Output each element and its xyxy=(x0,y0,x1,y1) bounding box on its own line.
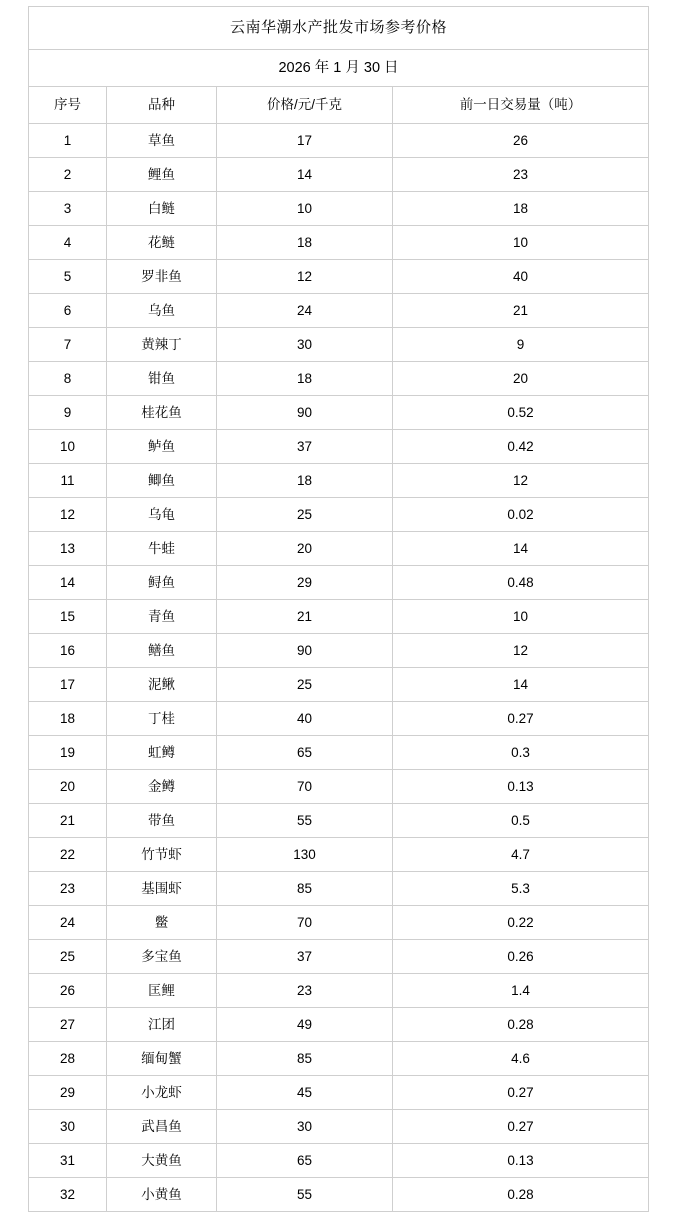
cell-volume: 21 xyxy=(393,294,649,328)
cell-volume: 0.27 xyxy=(393,1076,649,1110)
cell-price: 21 xyxy=(217,600,393,634)
cell-volume: 10 xyxy=(393,600,649,634)
table-row xyxy=(29,1076,649,1110)
table-body xyxy=(29,7,649,1212)
cell-name: 丁桂 xyxy=(107,702,217,736)
cell-no: 15 xyxy=(29,600,107,634)
cell-name: 金鳟 xyxy=(107,770,217,804)
column-header-no: 序号 xyxy=(29,87,107,124)
cell-volume: 14 xyxy=(393,532,649,566)
table-row xyxy=(29,872,649,906)
cell-price: 24 xyxy=(217,294,393,328)
price-table xyxy=(28,6,649,1212)
table-row xyxy=(29,260,649,294)
cell-no: 5 xyxy=(29,260,107,294)
cell-volume: 0.13 xyxy=(393,1144,649,1178)
document-date: 2026 年 1 月 30 日 xyxy=(29,50,649,87)
cell-volume: 10 xyxy=(393,226,649,260)
cell-price: 70 xyxy=(217,906,393,940)
cell-price: 85 xyxy=(217,1042,393,1076)
cell-name: 竹节虾 xyxy=(107,838,217,872)
cell-price: 37 xyxy=(217,940,393,974)
cell-price: 10 xyxy=(217,192,393,226)
table-row xyxy=(29,192,649,226)
cell-name: 大黄鱼 xyxy=(107,1144,217,1178)
cell-no: 16 xyxy=(29,634,107,668)
cell-no: 29 xyxy=(29,1076,107,1110)
cell-volume: 4.7 xyxy=(393,838,649,872)
cell-name: 桂花鱼 xyxy=(107,396,217,430)
cell-no: 18 xyxy=(29,702,107,736)
cell-name: 匡鲤 xyxy=(107,974,217,1008)
cell-price: 30 xyxy=(217,328,393,362)
cell-name: 虹鳟 xyxy=(107,736,217,770)
table-row xyxy=(29,1144,649,1178)
table-row xyxy=(29,464,649,498)
table-row xyxy=(29,906,649,940)
column-header-volume: 前一日交易量（吨） xyxy=(393,87,649,124)
cell-price: 65 xyxy=(217,736,393,770)
cell-volume: 23 xyxy=(393,158,649,192)
cell-no: 32 xyxy=(29,1178,107,1212)
cell-price: 45 xyxy=(217,1076,393,1110)
cell-name: 青鱼 xyxy=(107,600,217,634)
table-row xyxy=(29,600,649,634)
cell-no: 20 xyxy=(29,770,107,804)
document-title: 云南华潮水产批发市场参考价格 xyxy=(29,7,649,50)
cell-name: 乌鱼 xyxy=(107,294,217,328)
cell-name: 乌龟 xyxy=(107,498,217,532)
cell-no: 12 xyxy=(29,498,107,532)
cell-no: 4 xyxy=(29,226,107,260)
cell-name: 鳖 xyxy=(107,906,217,940)
cell-volume: 0.5 xyxy=(393,804,649,838)
cell-no: 6 xyxy=(29,294,107,328)
table-row xyxy=(29,1042,649,1076)
table-row xyxy=(29,1178,649,1212)
cell-name: 小龙虾 xyxy=(107,1076,217,1110)
cell-no: 1 xyxy=(29,124,107,158)
table-row xyxy=(29,1008,649,1042)
cell-price: 18 xyxy=(217,226,393,260)
table-row xyxy=(29,124,649,158)
cell-no: 13 xyxy=(29,532,107,566)
cell-price: 18 xyxy=(217,362,393,396)
cell-volume: 0.22 xyxy=(393,906,649,940)
cell-volume: 5.3 xyxy=(393,872,649,906)
cell-price: 20 xyxy=(217,532,393,566)
cell-name: 花鲢 xyxy=(107,226,217,260)
cell-volume: 26 xyxy=(393,124,649,158)
cell-volume: 0.42 xyxy=(393,430,649,464)
cell-no: 28 xyxy=(29,1042,107,1076)
cell-no: 8 xyxy=(29,362,107,396)
cell-volume: 0.02 xyxy=(393,498,649,532)
title-row xyxy=(29,7,649,50)
cell-volume: 0.26 xyxy=(393,940,649,974)
cell-price: 90 xyxy=(217,634,393,668)
table-row xyxy=(29,974,649,1008)
table-row xyxy=(29,702,649,736)
cell-volume: 9 xyxy=(393,328,649,362)
cell-name: 缅甸蟹 xyxy=(107,1042,217,1076)
cell-no: 7 xyxy=(29,328,107,362)
cell-name: 鲈鱼 xyxy=(107,430,217,464)
cell-name: 鲤鱼 xyxy=(107,158,217,192)
header-row xyxy=(29,87,649,124)
cell-name: 鲫鱼 xyxy=(107,464,217,498)
date-row xyxy=(29,50,649,87)
cell-price: 30 xyxy=(217,1110,393,1144)
cell-no: 27 xyxy=(29,1008,107,1042)
cell-name: 牛蛙 xyxy=(107,532,217,566)
cell-no: 17 xyxy=(29,668,107,702)
table-row xyxy=(29,770,649,804)
cell-price: 37 xyxy=(217,430,393,464)
table-row xyxy=(29,804,649,838)
cell-price: 55 xyxy=(217,804,393,838)
table-row xyxy=(29,668,649,702)
table-row xyxy=(29,362,649,396)
cell-volume: 18 xyxy=(393,192,649,226)
column-header-name: 品种 xyxy=(107,87,217,124)
cell-volume: 0.48 xyxy=(393,566,649,600)
cell-price: 25 xyxy=(217,668,393,702)
cell-name: 钳鱼 xyxy=(107,362,217,396)
table-row xyxy=(29,566,649,600)
cell-no: 14 xyxy=(29,566,107,600)
table-row xyxy=(29,736,649,770)
cell-price: 29 xyxy=(217,566,393,600)
cell-price: 55 xyxy=(217,1178,393,1212)
cell-volume: 0.28 xyxy=(393,1008,649,1042)
cell-no: 19 xyxy=(29,736,107,770)
table-row xyxy=(29,396,649,430)
table-row xyxy=(29,158,649,192)
column-header-price: 价格/元/千克 xyxy=(217,87,393,124)
cell-price: 130 xyxy=(217,838,393,872)
cell-volume: 40 xyxy=(393,260,649,294)
cell-price: 17 xyxy=(217,124,393,158)
cell-volume: 0.3 xyxy=(393,736,649,770)
cell-name: 鳝鱼 xyxy=(107,634,217,668)
cell-name: 多宝鱼 xyxy=(107,940,217,974)
cell-volume: 0.13 xyxy=(393,770,649,804)
cell-no: 21 xyxy=(29,804,107,838)
table-row xyxy=(29,634,649,668)
cell-name: 小黄鱼 xyxy=(107,1178,217,1212)
table-row xyxy=(29,1110,649,1144)
cell-no: 23 xyxy=(29,872,107,906)
cell-price: 85 xyxy=(217,872,393,906)
cell-volume: 0.27 xyxy=(393,1110,649,1144)
table-row xyxy=(29,294,649,328)
cell-volume: 12 xyxy=(393,634,649,668)
cell-name: 带鱼 xyxy=(107,804,217,838)
cell-no: 2 xyxy=(29,158,107,192)
cell-volume: 0.52 xyxy=(393,396,649,430)
cell-price: 65 xyxy=(217,1144,393,1178)
cell-price: 12 xyxy=(217,260,393,294)
cell-volume: 20 xyxy=(393,362,649,396)
cell-no: 24 xyxy=(29,906,107,940)
table-row xyxy=(29,940,649,974)
cell-price: 14 xyxy=(217,158,393,192)
cell-volume: 4.6 xyxy=(393,1042,649,1076)
cell-price: 40 xyxy=(217,702,393,736)
cell-no: 22 xyxy=(29,838,107,872)
table-row xyxy=(29,838,649,872)
cell-name: 鲟鱼 xyxy=(107,566,217,600)
cell-name: 草鱼 xyxy=(107,124,217,158)
cell-name: 武昌鱼 xyxy=(107,1110,217,1144)
cell-price: 49 xyxy=(217,1008,393,1042)
cell-no: 25 xyxy=(29,940,107,974)
cell-volume: 14 xyxy=(393,668,649,702)
cell-price: 23 xyxy=(217,974,393,1008)
cell-no: 26 xyxy=(29,974,107,1008)
cell-name: 泥鳅 xyxy=(107,668,217,702)
cell-no: 31 xyxy=(29,1144,107,1178)
cell-no: 3 xyxy=(29,192,107,226)
cell-name: 罗非鱼 xyxy=(107,260,217,294)
cell-no: 11 xyxy=(29,464,107,498)
cell-volume: 0.27 xyxy=(393,702,649,736)
cell-volume: 1.4 xyxy=(393,974,649,1008)
cell-name: 黄辣丁 xyxy=(107,328,217,362)
cell-price: 90 xyxy=(217,396,393,430)
table-row xyxy=(29,430,649,464)
cell-price: 70 xyxy=(217,770,393,804)
cell-name: 江团 xyxy=(107,1008,217,1042)
table-row xyxy=(29,532,649,566)
cell-no: 10 xyxy=(29,430,107,464)
cell-no: 9 xyxy=(29,396,107,430)
cell-price: 25 xyxy=(217,498,393,532)
cell-no: 30 xyxy=(29,1110,107,1144)
table-row xyxy=(29,498,649,532)
table-row xyxy=(29,328,649,362)
table-row xyxy=(29,226,649,260)
cell-volume: 12 xyxy=(393,464,649,498)
cell-name: 基围虾 xyxy=(107,872,217,906)
cell-volume: 0.28 xyxy=(393,1178,649,1212)
cell-name: 白鲢 xyxy=(107,192,217,226)
cell-price: 18 xyxy=(217,464,393,498)
